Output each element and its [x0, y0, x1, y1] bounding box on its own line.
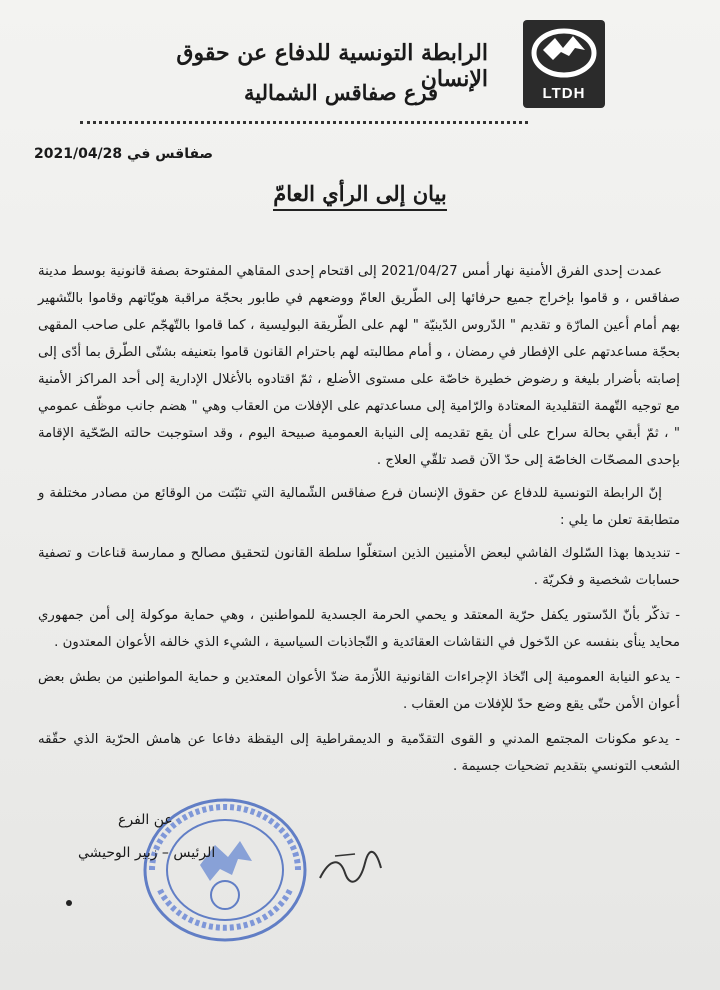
header-divider — [80, 121, 528, 124]
document-title-text: بيان إلى الرأي العامّ — [273, 181, 447, 211]
bullet-mark — [66, 900, 72, 906]
document-date: صفاقس في 2021/04/28 — [34, 146, 214, 162]
logo-text: LTDH — [542, 85, 586, 102]
body-paragraph: إنّ الرابطة التونسية للدفاع عن حقوق الإنسان فرع صفاقس الشّمالية التي تثبّتت من الوقائع من مصادر مختلفة و متطابقة تعلن ما يلي : — [38, 486, 680, 528]
body-paragraph: عمدت إحدى الفرق الأمنية نهار أمس 2021/04/27 إلى اقتحام إحدى المقاهي المفتوحة بصفة قانونية بوسط مدينة صفاقس ، و قاموا بإخراج جميع حرفائها إلى الطّريق العامّ ووضعهم في طابور بحجّة مراقبة هويّاتهم وقاموا بالتّشهير بهم أمام أعين المارّة و تقديم " الدّروس الدّينيّة " لهم على الطّريقة البوليسية ، كما قاموا بالتّهجّم على صاحب المقهى بحجّة مساعدتهم على الإفطار في رمضان ، و أمام مطالبته لهم باحترام القانون قاموا بتعنيفه بشتّى الطّرق بما أدّى إلى إصابته بأضرار بليغة و رضوض خطيرة خاصّة على مستوى الأضلع ، ثمّ اقتادوه بالأغلال الإدارية إلى أحد المراكز الأمنية مع توجيه التّهمة التقليدية المعتادة والرّامية إلى مساعدتهم على الإفلات من العقاب وهي " هضم جانب موظّف عمومي " ، ثمّ أبقي بحالة سراح على أن يقع تقديمه إلى النيابة العمومية صبيحة اليوم ، وقد استوجبت حالته الصّحّية الإقامة بإحدى المصحّات الخاصّة إلى حدّ الآن قصد تلقّي العلاج . — [38, 264, 680, 468]
document-title — [0, 181, 720, 206]
signature-from: عن الفرع — [118, 812, 173, 828]
logo-emblem-icon — [529, 26, 599, 81]
organization-name: الرابطة التونسية للدفاع عن حقوق الإنسان — [176, 40, 488, 92]
branch-name: فرع صفاقس الشمالية — [244, 80, 438, 105]
statement-item: - يدعو النيابة العمومية إلى اتّخاذ الإجراءات القانونية اللاّزمة ضدّ الأعوان المعتدين و حماية المواطنين من بطش بعض أعوان الأمن حتّى يقع وضع حدّ للإفلات من العقاب . — [38, 670, 680, 712]
statement-item: - تذكّر بأنّ الدّستور يكفل حرّية المعتقد و يحمي الحرمة الجسدية للمواطنين ، وهي حماية موكولة إلى أمن جمهوري محايد ينأى بنفسه عن الدّخول في النقاشات العقائدية و التّجاذبات السياسية ، الشيء الذي خالفه الأعوان المعتدون . — [38, 608, 680, 650]
statement-item: - تنديدها بهذا السّلوك الفاشي لبعض الأمنيين الذين استغلّوا سلطة القانون لتحقيق مصالح و ممارسة قناعات و تصفية حسابات شخصية و فكريّة . — [38, 546, 680, 588]
ltdh-logo — [523, 20, 605, 108]
signatory-name: الرئيس – زبير الوحيشي — [78, 845, 216, 861]
statement-item: - يدعو مكونات المجتمع المدني و القوى التقدّمية و الديمقراطية إلى اليقظة دفاعا عن هامش الحرّية الذي حقّقه الشعب التونسي بتقديم تضحيات جسيمة . — [38, 732, 680, 774]
handwritten-signature — [315, 848, 385, 888]
document-body — [38, 258, 680, 788]
